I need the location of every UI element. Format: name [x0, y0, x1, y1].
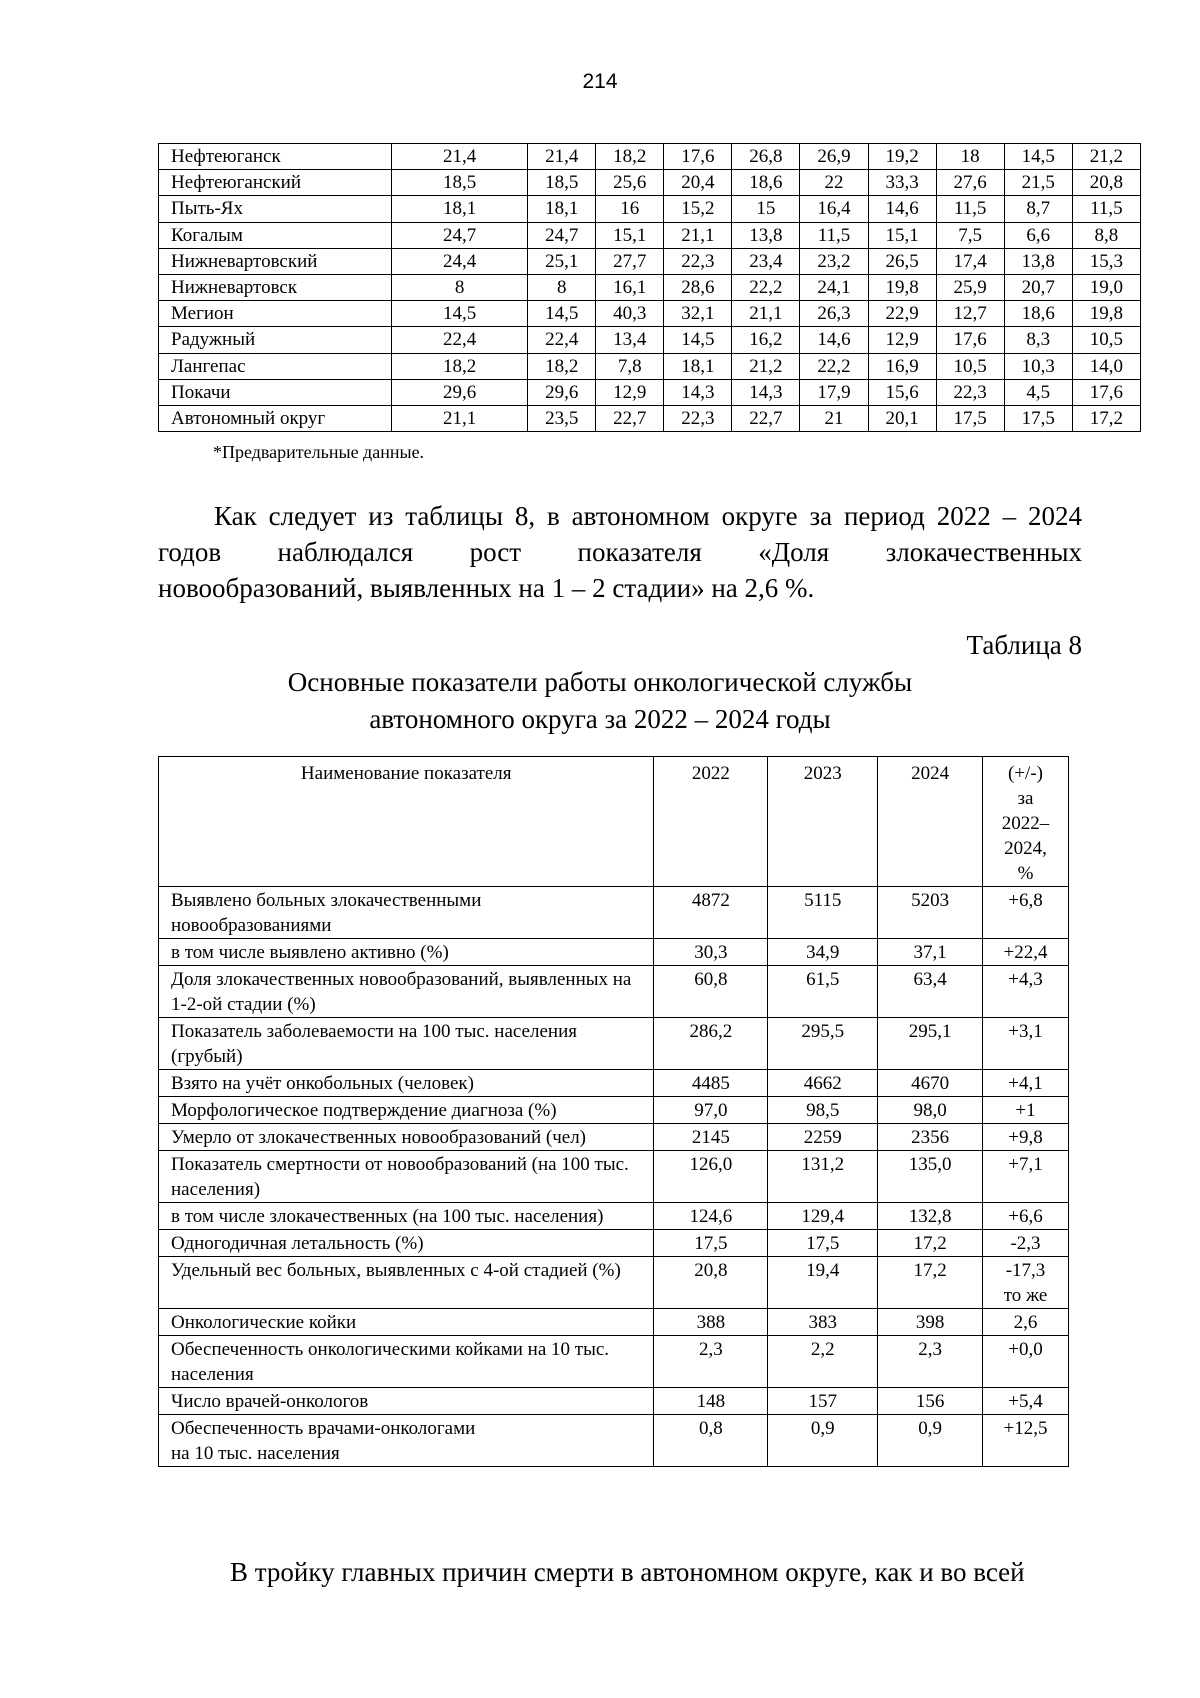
column-header: 2024 [878, 757, 983, 887]
table-cell: 6,6 [1004, 222, 1072, 248]
table-cell: 15,2 [664, 196, 732, 222]
table-cell: 8,3 [1004, 327, 1072, 353]
table-row [159, 222, 1141, 248]
row-label: Когалым [159, 222, 392, 248]
table-row [159, 1415, 1069, 1467]
table-cell: 131,2 [768, 1151, 878, 1203]
table-row [159, 1151, 1069, 1203]
table-row [159, 144, 1141, 170]
table-cell: 0,9 [768, 1415, 878, 1467]
column-header: (+/-) за 2022– 2024, % [983, 757, 1069, 887]
table-cell: 22,9 [868, 301, 936, 327]
table-cell: 19,8 [1072, 301, 1140, 327]
table-cell: 2,2 [768, 1336, 878, 1388]
table-row [159, 170, 1141, 196]
table-cell: 26,5 [868, 248, 936, 274]
table-cell: +7,1 [983, 1151, 1069, 1203]
table-cell: 124,6 [654, 1203, 768, 1230]
table-cell: 26,3 [800, 301, 868, 327]
table-cell: 135,0 [878, 1151, 983, 1203]
table-cell: 4485 [654, 1070, 768, 1097]
table-cell: 17,2 [878, 1230, 983, 1257]
table-cell: 17,5 [654, 1230, 768, 1257]
indicator-name: Удельный вес больных, выявленных с 4-ой стадией (%) [159, 1257, 654, 1309]
table-cell: 17,6 [664, 144, 732, 170]
page-number: 214 [582, 70, 618, 93]
indicator-name: Показатель заболеваемости на 100 тыс. населения (грубый) [159, 1018, 654, 1070]
table-cell: 28,6 [664, 274, 732, 300]
table-cell: 24,4 [391, 248, 527, 274]
footnote: *Предварительные данные. [213, 442, 425, 462]
column-header: Наименование показателя [159, 757, 654, 887]
table-cell: +1 [983, 1097, 1069, 1124]
table-title [0, 664, 1200, 738]
table-row [159, 1203, 1069, 1230]
table-cell: 18,6 [1004, 301, 1072, 327]
row-label: Радужный [159, 327, 392, 353]
table-cell: 14,3 [732, 379, 800, 405]
table-cell: 18,5 [528, 170, 596, 196]
table-cell: 25,9 [936, 274, 1004, 300]
table-cell: 14,6 [800, 327, 868, 353]
table-cell: 22,7 [732, 405, 800, 431]
paragraph-1-line-1: Как следует из таблицы 8, в автономном округе за период 2022 – 2024 [214, 501, 1082, 531]
table-cell: 20,1 [868, 405, 936, 431]
table-cell: 13,8 [1004, 248, 1072, 274]
table-cell: 60,8 [654, 966, 768, 1018]
table-cell: 14,3 [664, 379, 732, 405]
table-cell: 18,2 [391, 353, 527, 379]
table-cell: 17,6 [1072, 379, 1140, 405]
table-cell: 15,6 [868, 379, 936, 405]
table-cell: 388 [654, 1309, 768, 1336]
table-cell: 18,1 [664, 353, 732, 379]
table-cell: 13,8 [732, 222, 800, 248]
table-cell: 21 [800, 405, 868, 431]
table-cell: 16,9 [868, 353, 936, 379]
table-row [159, 1230, 1069, 1257]
table-cell: 25,6 [596, 170, 664, 196]
table-cell: 4670 [878, 1070, 983, 1097]
table-row [159, 379, 1141, 405]
table-cell: 17,2 [878, 1257, 983, 1309]
table-label: Таблица 8 [966, 630, 1082, 660]
table-cell: 8,7 [1004, 196, 1072, 222]
table-cell: 2259 [768, 1124, 878, 1151]
table-cell: 61,5 [768, 966, 878, 1018]
table-row [159, 301, 1141, 327]
table-cell: 24,7 [391, 222, 527, 248]
table-row [159, 1097, 1069, 1124]
table-cell: 19,0 [1072, 274, 1140, 300]
table-cell: +3,1 [983, 1018, 1069, 1070]
table-cell: 23,5 [528, 405, 596, 431]
table-cell: 23,4 [732, 248, 800, 274]
indicator-name: Обеспеченность врачами-онкологами на 10 тыс. населения [159, 1415, 654, 1467]
row-label: Мегион [159, 301, 392, 327]
table-row [159, 939, 1069, 966]
table-cell: 10,3 [1004, 353, 1072, 379]
table-cell: 22,3 [664, 248, 732, 274]
column-header: 2023 [768, 757, 878, 887]
table-title-line-1: Основные показатели работы онкологической службы [287, 667, 913, 697]
paragraph-2-text: В тройку главных причин смерти в автономном округе, как и во всей [230, 1557, 1025, 1587]
table-cell: 18,2 [528, 353, 596, 379]
table-row [159, 887, 1069, 939]
table-cell: 14,5 [528, 301, 596, 327]
table-cell: 21,4 [528, 144, 596, 170]
table-cell: 2,3 [654, 1336, 768, 1388]
table-cell: 8 [528, 274, 596, 300]
table-row [159, 196, 1141, 222]
table-cell: 17,5 [1004, 405, 1072, 431]
table-cell: 8,8 [1072, 222, 1140, 248]
table-row [159, 1336, 1069, 1388]
table-cell: 2145 [654, 1124, 768, 1151]
table-cell: 15,1 [596, 222, 664, 248]
indicator-name: Умерло от злокачественных новообразований (чел) [159, 1124, 654, 1151]
table-cell: 24,1 [800, 274, 868, 300]
table-cell: 21,4 [391, 144, 527, 170]
table-cell: 18,1 [528, 196, 596, 222]
table-cell: 27,6 [936, 170, 1004, 196]
table-row [159, 1309, 1069, 1336]
table-cell: 157 [768, 1388, 878, 1415]
indicator-name: Одногодичная летальность (%) [159, 1230, 654, 1257]
indicator-name: в том числе выявлено активно (%) [159, 939, 654, 966]
table-cell: 30,3 [654, 939, 768, 966]
paragraph-1-line-2: годов наблюдался рост показателя «Доля злокачественных [158, 537, 1082, 567]
table-cell: 16 [596, 196, 664, 222]
table-cell: 17,4 [936, 248, 1004, 274]
table-row [159, 327, 1141, 353]
table-cell: 22,3 [664, 405, 732, 431]
regional-indicator-table [158, 143, 1141, 432]
table-cell: 29,6 [528, 379, 596, 405]
table-cell: 12,9 [596, 379, 664, 405]
table-cell: +6,6 [983, 1203, 1069, 1230]
table-cell: 18,1 [391, 196, 527, 222]
table-cell: 40,3 [596, 301, 664, 327]
table-row [159, 353, 1141, 379]
table-cell: 0,9 [878, 1415, 983, 1467]
table-row [159, 1388, 1069, 1415]
table-cell: 7,8 [596, 353, 664, 379]
table-cell: 22,4 [391, 327, 527, 353]
table-cell: 15 [732, 196, 800, 222]
indicator-name: Показатель смертности от новообразований (на 100 тыс. населения) [159, 1151, 654, 1203]
table-row [159, 1257, 1069, 1309]
table-cell: 17,9 [800, 379, 868, 405]
table-cell: 17,2 [1072, 405, 1140, 431]
table-cell: 29,6 [391, 379, 527, 405]
table-cell: 21,1 [664, 222, 732, 248]
table-cell: 17,5 [768, 1230, 878, 1257]
table-cell: 17,6 [936, 327, 1004, 353]
table-cell: 12,9 [868, 327, 936, 353]
table-cell: 156 [878, 1388, 983, 1415]
row-label: Покачи [159, 379, 392, 405]
oncology-indicators-table [158, 756, 1069, 1467]
table-cell: +6,8 [983, 887, 1069, 939]
table-cell: 34,9 [768, 939, 878, 966]
table-cell: 22 [800, 170, 868, 196]
table-cell: 22,4 [528, 327, 596, 353]
table-cell: 27,7 [596, 248, 664, 274]
table-cell: 14,5 [664, 327, 732, 353]
table-cell: 22,2 [732, 274, 800, 300]
table-cell: 21,1 [391, 405, 527, 431]
table-cell: 11,5 [1072, 196, 1140, 222]
table-cell: 20,8 [1072, 170, 1140, 196]
table-cell: 20,7 [1004, 274, 1072, 300]
table-cell: 37,1 [878, 939, 983, 966]
table-cell: -2,3 [983, 1230, 1069, 1257]
table-cell: 5203 [878, 887, 983, 939]
table-cell: 14,6 [868, 196, 936, 222]
table-cell: 22,3 [936, 379, 1004, 405]
table-cell: 25,1 [528, 248, 596, 274]
table-cell: 4872 [654, 887, 768, 939]
table-cell: 21,5 [1004, 170, 1072, 196]
table-cell: +5,4 [983, 1388, 1069, 1415]
table-cell: +4,1 [983, 1070, 1069, 1097]
table-row [159, 405, 1141, 431]
table-title-line-2: автономного округа за 2022 – 2024 годы [369, 704, 831, 734]
indicator-name: Доля злокачественных новообразований, выявленных на 1-2-ой стадии (%) [159, 966, 654, 1018]
table-cell: 129,4 [768, 1203, 878, 1230]
indicator-name: Взято на учёт онкобольных (человек) [159, 1070, 654, 1097]
table-cell: 2,3 [878, 1336, 983, 1388]
table-cell: 22,2 [800, 353, 868, 379]
table-header-row [159, 757, 1069, 887]
table-cell: 11,5 [800, 222, 868, 248]
table-cell: 295,5 [768, 1018, 878, 1070]
row-label: Нефтеюганский [159, 170, 392, 196]
table-cell: 2356 [878, 1124, 983, 1151]
table-cell: 98,5 [768, 1097, 878, 1124]
table-cell: 132,8 [878, 1203, 983, 1230]
indicator-name: в том числе злокачественных (на 100 тыс. населения) [159, 1203, 654, 1230]
table-cell: 14,0 [1072, 353, 1140, 379]
table-cell: +22,4 [983, 939, 1069, 966]
table-cell: 33,3 [868, 170, 936, 196]
table-cell: 13,4 [596, 327, 664, 353]
table-cell: 7,5 [936, 222, 1004, 248]
row-label: Нефтеюганск [159, 144, 392, 170]
table-cell: 32,1 [664, 301, 732, 327]
table-cell: 24,7 [528, 222, 596, 248]
table-cell: 15,1 [868, 222, 936, 248]
row-label: Пыть-Ях [159, 196, 392, 222]
table-cell: 10,5 [1072, 327, 1140, 353]
table-cell: +0,0 [983, 1336, 1069, 1388]
table-cell: 11,5 [936, 196, 1004, 222]
table-row [159, 248, 1141, 274]
table-cell: 22,7 [596, 405, 664, 431]
table-cell: 97,0 [654, 1097, 768, 1124]
table-cell: 16,4 [800, 196, 868, 222]
indicator-name: Морфологическое подтверждение диагноза (%) [159, 1097, 654, 1124]
indicator-name: Обеспеченность онкологическими койками на 10 тыс. населения [159, 1336, 654, 1388]
row-label: Лангепас [159, 353, 392, 379]
table-cell: 5115 [768, 887, 878, 939]
indicator-name: Число врачей-онкологов [159, 1388, 654, 1415]
table-cell: 23,2 [800, 248, 868, 274]
table-cell: 15,3 [1072, 248, 1140, 274]
table-cell: 16,2 [732, 327, 800, 353]
table-cell: 126,0 [654, 1151, 768, 1203]
table-row [159, 274, 1141, 300]
table-cell: 21,1 [732, 301, 800, 327]
column-header: 2022 [654, 757, 768, 887]
indicator-name: Выявлено больных злокачественными новообразованиями [159, 887, 654, 939]
table-cell: 4662 [768, 1070, 878, 1097]
table-cell: 18,6 [732, 170, 800, 196]
table-cell: +4,3 [983, 966, 1069, 1018]
row-label: Автономный округ [159, 405, 392, 431]
table-row [159, 966, 1069, 1018]
table-cell: 4,5 [1004, 379, 1072, 405]
paragraph-2 [158, 1554, 1082, 1590]
table-cell: -17,3 то же [983, 1257, 1069, 1309]
table-cell: 18,2 [596, 144, 664, 170]
table-cell: 0,8 [654, 1415, 768, 1467]
table-cell: 19,2 [868, 144, 936, 170]
table-cell: 20,8 [654, 1257, 768, 1309]
table-cell: 148 [654, 1388, 768, 1415]
table-cell: 17,5 [936, 405, 1004, 431]
table-cell: 98,0 [878, 1097, 983, 1124]
table-cell: 18 [936, 144, 1004, 170]
paragraph-1 [158, 498, 1082, 606]
table-cell: 10,5 [936, 353, 1004, 379]
row-label: Нижневартовск [159, 274, 392, 300]
table-cell: 12,7 [936, 301, 1004, 327]
table-row [159, 1124, 1069, 1151]
table-cell: 295,1 [878, 1018, 983, 1070]
table-cell: 398 [878, 1309, 983, 1336]
table-row [159, 1070, 1069, 1097]
row-label: Нижневартовский [159, 248, 392, 274]
table-cell: 63,4 [878, 966, 983, 1018]
table-cell: 26,8 [732, 144, 800, 170]
table-cell: 14,5 [391, 301, 527, 327]
table-cell: 383 [768, 1309, 878, 1336]
table-cell: 18,5 [391, 170, 527, 196]
table-cell: 26,9 [800, 144, 868, 170]
indicator-name: Онкологические койки [159, 1309, 654, 1336]
table-cell: 14,5 [1004, 144, 1072, 170]
table-cell: 286,2 [654, 1018, 768, 1070]
table-cell: 20,4 [664, 170, 732, 196]
table-cell: 21,2 [1072, 144, 1140, 170]
table-cell: 19,8 [868, 274, 936, 300]
table-cell: 19,4 [768, 1257, 878, 1309]
paragraph-1-line-3: новообразований, выявленных на 1 – 2 стадии» на 2,6 %. [158, 573, 815, 603]
table-cell: +9,8 [983, 1124, 1069, 1151]
table-cell: 2,6 [983, 1309, 1069, 1336]
table-cell: 8 [391, 274, 527, 300]
table-cell: 21,2 [732, 353, 800, 379]
table-cell: +12,5 [983, 1415, 1069, 1467]
table-cell: 16,1 [596, 274, 664, 300]
table-row [159, 1018, 1069, 1070]
